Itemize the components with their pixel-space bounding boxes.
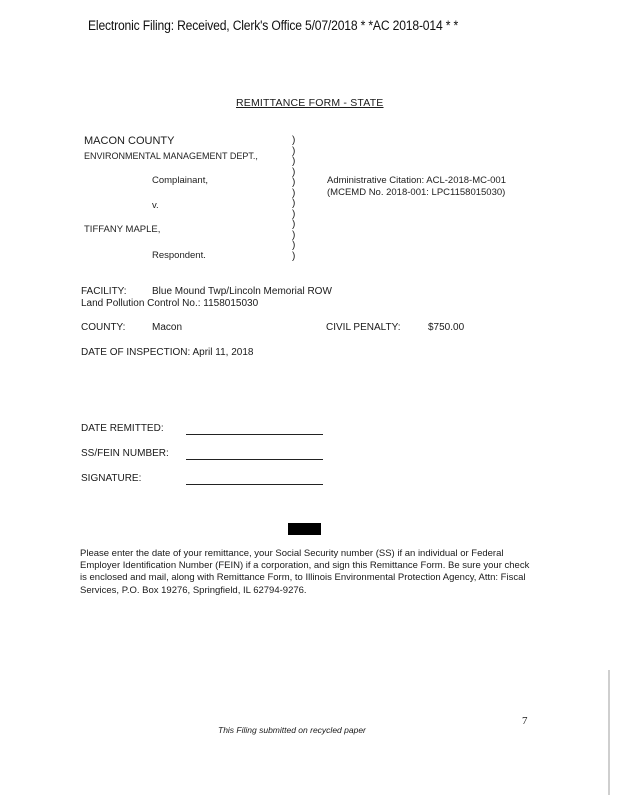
- respondent-name: TIFFANY MAPLE,: [84, 224, 161, 235]
- caption-parentheses: ) ) ) ) ) ) ) ) ) ) ) ): [292, 135, 296, 262]
- complainant-name: MACON COUNTY: [84, 135, 175, 147]
- versus-label: v.: [152, 200, 159, 211]
- page-edge-mark: [608, 670, 610, 795]
- respondent-role: Respondent.: [152, 250, 206, 261]
- ss-fein-label: SS/FEIN NUMBER:: [81, 448, 169, 459]
- facility-label: FACILITY:: [81, 286, 127, 297]
- control-number: Land Pollution Control No.: 1158015030: [81, 298, 259, 309]
- instructions-paragraph: Please enter the date of your remittance, your Social Security number (SS) if an individual or Federal Employer Identification Number (FEIN) if a corporation, and sign this Remittance Form. Be sure your check is enclosed and mail, along with Remittance Form, to Illinois Environmental Protection Agency, Attn: Fiscal Services, P.O. Box 19276, Springfield, IL 62794-9276.: [80, 548, 530, 596]
- citation-number: Administrative Citation: ACL-2018-MC-001: [327, 175, 506, 186]
- recycled-paper-note: This Filing submitted on recycled paper: [218, 725, 366, 735]
- page-number: 7: [522, 715, 528, 727]
- ss-fein-line: [186, 459, 323, 460]
- signature-label: SIGNATURE:: [81, 473, 142, 484]
- county-label: COUNTY:: [81, 322, 126, 333]
- case-number: (MCEMD No. 2018-001: LPC1158015030): [327, 187, 506, 198]
- redaction-block: [288, 523, 321, 535]
- complainant-role: Complainant,: [152, 175, 208, 186]
- county-value: Macon: [152, 322, 183, 333]
- civil-penalty-label: CIVIL PENALTY:: [326, 322, 401, 333]
- complainant-dept: ENVIRONMENTAL MANAGEMENT DEPT.,: [84, 151, 258, 161]
- form-title: REMITTANCE FORM - STATE: [236, 97, 384, 109]
- signature-line: [186, 484, 323, 485]
- inspection-date: DATE OF INSPECTION: April 11, 2018: [81, 347, 254, 358]
- civil-penalty-value: $750.00: [428, 322, 465, 333]
- filing-stamp: Electronic Filing: Received, Clerk's Office 5/07/2018 * *AC 2018-014 * *: [88, 18, 459, 33]
- date-remitted-line: [186, 434, 323, 435]
- date-remitted-label: DATE REMITTED:: [81, 423, 164, 434]
- facility-value: Blue Mound Twp/Lincoln Memorial ROW: [152, 286, 332, 297]
